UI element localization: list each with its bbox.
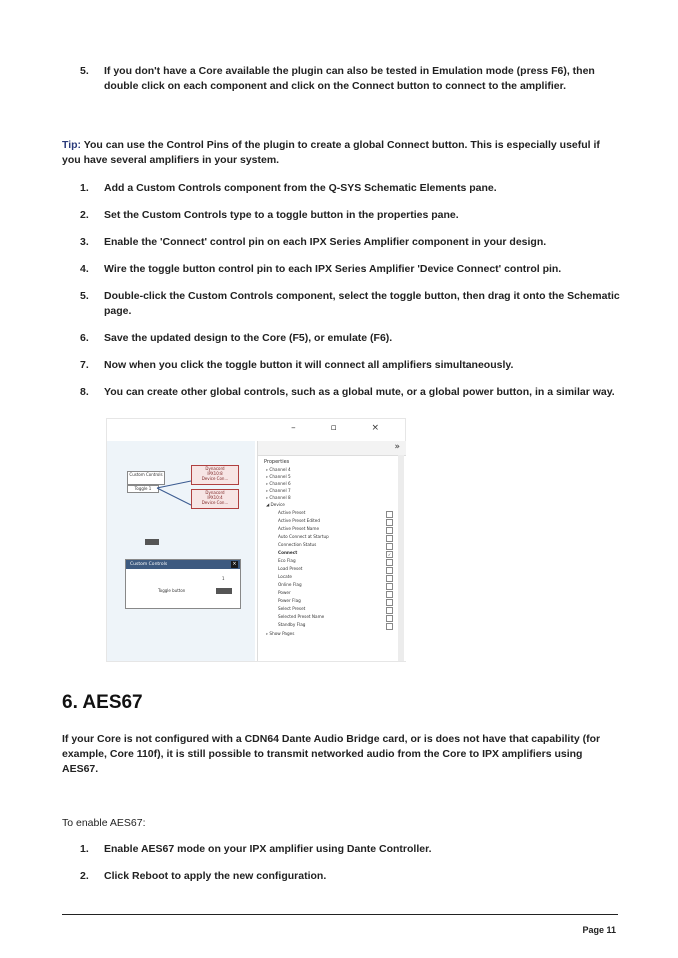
property-group[interactable]: ▹ Channel 4 <box>266 467 291 472</box>
amp-pin: Device Con... <box>201 476 229 481</box>
list-text: Set the Custom Controls type to a toggle button in the properties pane. <box>104 209 459 221</box>
list-number: 1. <box>80 182 89 194</box>
control-widget <box>145 539 159 545</box>
amp-name: Dynacord <box>205 490 225 495</box>
footer-divider <box>62 914 618 915</box>
property-group[interactable]: ▹ Channel 8 <box>266 495 291 500</box>
list-number: 7. <box>80 359 89 371</box>
pin-checkbox[interactable] <box>386 559 393 566</box>
pin-label: Active Preset Edited <box>278 518 321 523</box>
amp-model: IPX10:8 <box>207 471 223 476</box>
schematic-canvas <box>107 441 255 661</box>
pin-label: Standby Flag <box>278 622 306 627</box>
pin-label: Online Flag <box>278 582 302 587</box>
properties-panel <box>257 441 406 661</box>
list-number: 4. <box>80 263 89 275</box>
pin-checkbox[interactable] <box>386 591 393 598</box>
pin-label: Locate <box>278 574 292 579</box>
property-group[interactable]: ▹ Channel 5 <box>266 474 291 479</box>
list-text: Enable the 'Connect' control pin on each IPX Series Amplifier component in your design. <box>104 236 547 248</box>
pin-checkbox[interactable] <box>386 607 393 614</box>
pin-checkbox[interactable] <box>386 599 393 606</box>
list-number: 5. <box>80 65 89 77</box>
amp-pin: Device Con... <box>201 500 229 505</box>
close-icon[interactable]: × <box>232 561 237 567</box>
panel-scrollbar[interactable] <box>398 455 404 661</box>
custom-controls-window <box>125 559 241 609</box>
pin-label: Load Preset <box>278 566 303 571</box>
expand-chevron-icon[interactable]: » <box>394 442 400 452</box>
property-group-show-pages[interactable]: ▹ Show Pages <box>266 631 295 636</box>
list-text: If you don't have a Core available the plugin can also be tested in Emulation mode (press F6), then double click on each component and click on the Connect button to connect to the amplifier. <box>104 65 595 92</box>
pin-label: Power <box>278 590 291 595</box>
list-text: Now when you click the toggle button it will connect all amplifiers simultaneously. <box>104 359 514 371</box>
section-heading: 6. AES67 <box>62 692 143 713</box>
pin-checkbox[interactable] <box>386 535 393 542</box>
toggle-block: Toggle 1 <box>127 485 159 493</box>
list-number: 6. <box>80 332 89 344</box>
properties-title: Properties <box>264 459 290 465</box>
tip-paragraph <box>62 138 618 168</box>
pin-checkbox[interactable] <box>386 527 393 534</box>
pin-label: Active Preset <box>278 510 306 515</box>
property-group[interactable]: ▹ Channel 6 <box>266 481 291 486</box>
pin-checkbox[interactable] <box>386 623 393 630</box>
wire-lines <box>107 441 255 661</box>
list-number: 1. <box>80 843 89 855</box>
pin-checkbox-checked[interactable]: ✓ <box>387 552 392 557</box>
list-text: Wire the toggle button control pin to each IPX Series Amplifier 'Device Connect' control pin. <box>104 263 562 275</box>
tip-label: Tip: <box>62 139 82 151</box>
property-group[interactable]: ▹ Channel 7 <box>266 488 291 493</box>
cc-window-title: Custom Controls <box>126 560 240 569</box>
toggle-button[interactable] <box>216 588 232 594</box>
pin-label-connect: Connect <box>278 550 298 555</box>
list-number: 3. <box>80 236 89 248</box>
property-group-device[interactable]: ◢ Device <box>266 502 285 507</box>
pin-label: Active Preset Name <box>278 526 320 531</box>
pin-label: Connection Status <box>278 542 317 547</box>
list-text: Enable AES67 mode on your IPX amplifier using Dante Controller. <box>104 843 432 855</box>
page-number: Page 11 <box>582 925 616 935</box>
panel-toolbar <box>258 441 406 456</box>
pin-checkbox[interactable] <box>386 567 393 574</box>
window-controls: – ▫ × <box>291 423 395 433</box>
list-text: Double-click the Custom Controls component, select the toggle button, then drag it onto the Schematic page. <box>104 290 620 317</box>
list-text: You can create other global controls, such as a global mute, or a global power button, in a similar way. <box>104 386 615 398</box>
amp-name: Dynacord <box>205 466 225 471</box>
pin-checkbox[interactable] <box>386 583 393 590</box>
list-number: 2. <box>80 209 89 221</box>
list-text: Click Reboot to apply the new configuration. <box>104 870 327 882</box>
aes67-paragraph: If your Core is not configured with a CDN64 Dante Audio Bridge card, or is does not have that capability (for example, Core 110f), it is still possible to transmit networked audio from the Core to IPX amplifiers using AES67. <box>62 733 601 775</box>
pin-checkbox[interactable] <box>386 615 393 622</box>
tip-text: You can use the Control Pins of the plugin to create a global Connect button. This is especially useful if you have several amplifiers in your system. <box>62 139 600 166</box>
pin-label: Auto Connect at Startup <box>278 534 329 539</box>
enable-intro: To enable AES67: <box>62 817 146 829</box>
list-number: 5. <box>80 290 89 302</box>
list-number: 8. <box>80 386 89 398</box>
amp-model: IPX10:4 <box>207 495 223 500</box>
toggle-button-label: Toggle button <box>158 588 186 593</box>
custom-controls-block: Custom Controls <box>127 471 165 485</box>
pin-checkbox[interactable] <box>386 543 393 550</box>
pin-label: Selected Preset Name <box>278 614 325 619</box>
pin-label: Power Flag <box>278 598 301 603</box>
pin-checkbox[interactable] <box>386 519 393 526</box>
pin-checkbox[interactable] <box>386 511 393 518</box>
qsys-screenshot <box>106 418 406 662</box>
list-text: Add a Custom Controls component from the Q-SYS Schematic Elements pane. <box>104 182 497 194</box>
pin-checkbox[interactable] <box>386 575 393 582</box>
pin-label: Eco Flag <box>278 558 296 563</box>
cc-index: 1 <box>222 576 225 581</box>
list-number: 2. <box>80 870 89 882</box>
list-text: Save the updated design to the Core (F5), or emulate (F6). <box>104 332 393 344</box>
pin-label: Select Preset <box>278 606 306 611</box>
